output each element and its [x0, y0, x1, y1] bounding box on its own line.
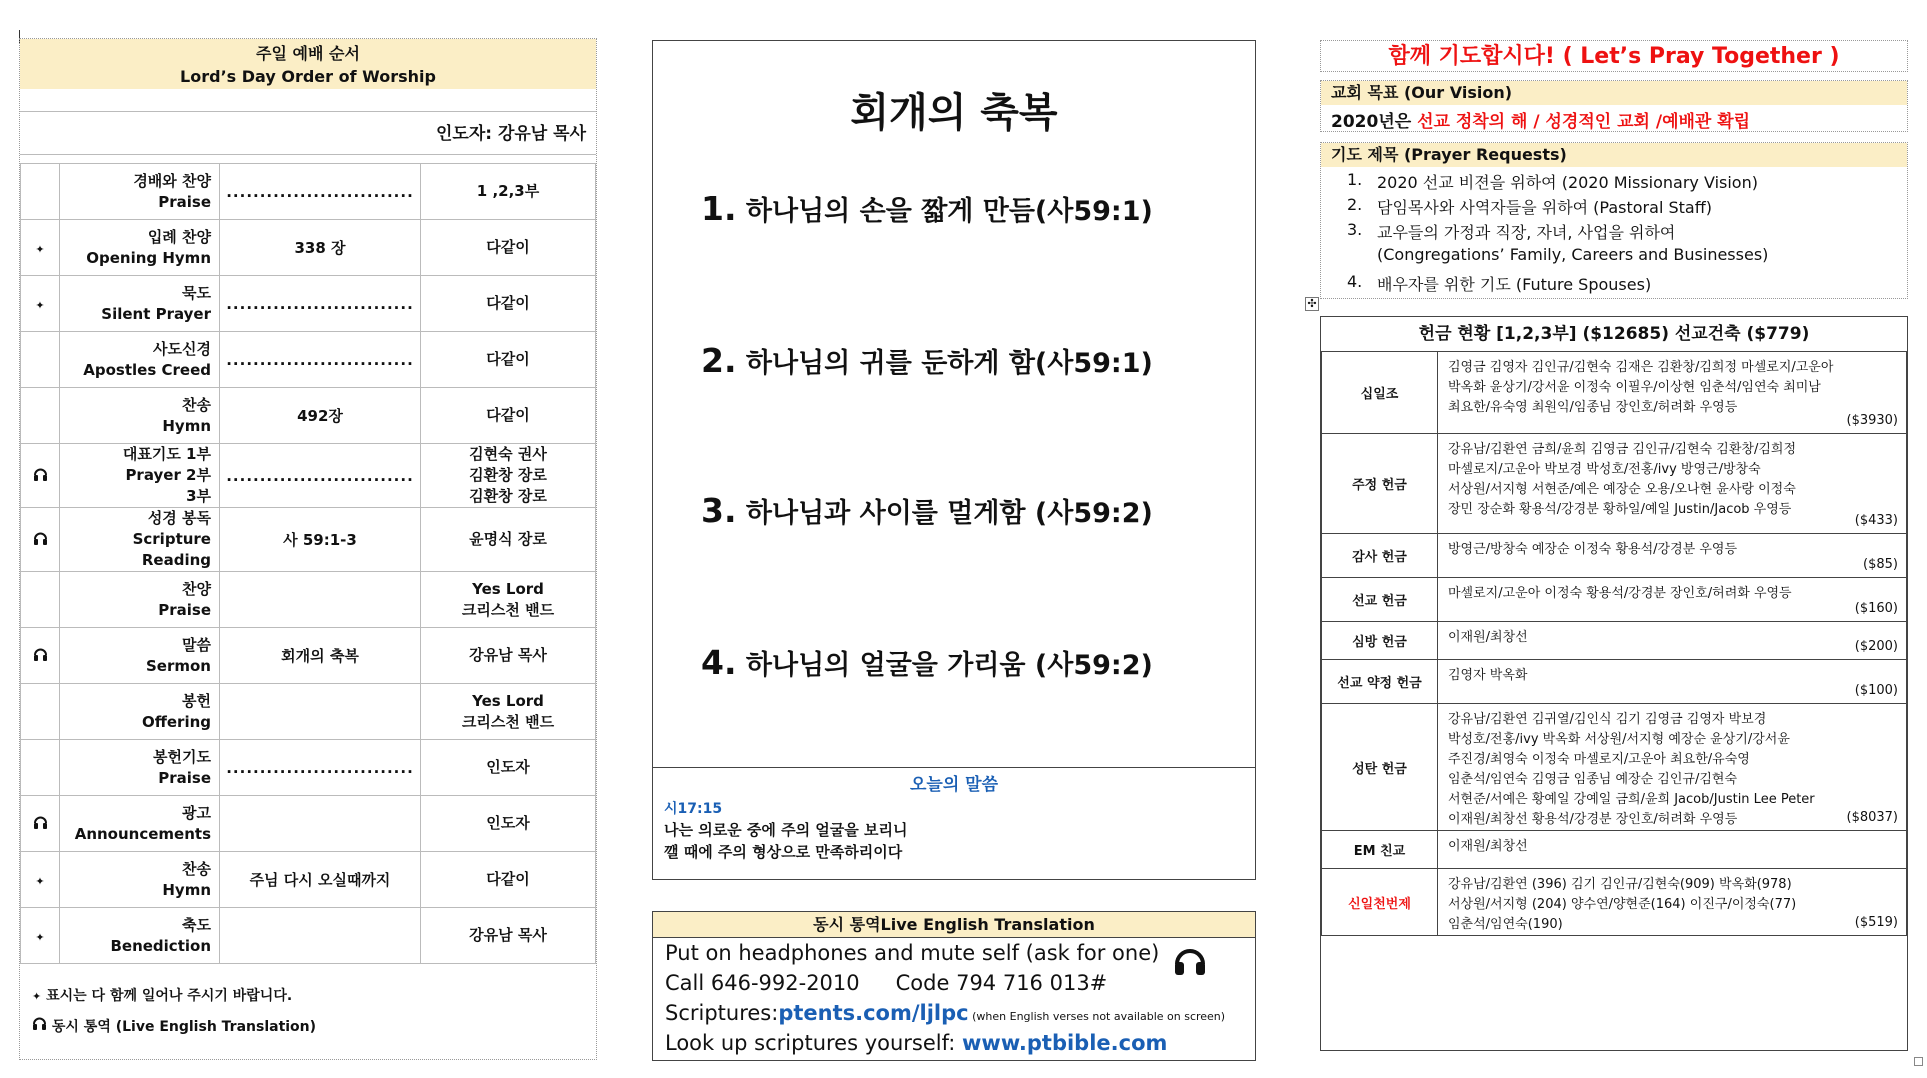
offering-row	[1322, 660, 1907, 704]
order-item-name: 입례 찬양	[147, 227, 211, 246]
order-item	[60, 908, 220, 964]
offering-amount: ($100)	[1854, 683, 1898, 698]
standing-star-icon: ✦	[32, 990, 42, 1003]
order-item-name: 묵도	[182, 283, 211, 302]
offering-row	[1322, 534, 1907, 578]
order-item-person: 강유남 목사	[469, 646, 547, 664]
standing-star-icon: ✦	[35, 242, 45, 256]
order-item-person: 김현숙 권사	[469, 445, 547, 463]
offering-names-line: 최요한/유숙영 최원익/임종님 장인호/허려화 우영등	[1448, 400, 1738, 415]
todays-verse-reference: 시17:15	[664, 801, 723, 817]
order-item-name: 봉헌	[182, 691, 211, 710]
prayer-item: 1. 2020 선교 비젼을 위하여 (2020 Missionary Vision)	[1347, 170, 1758, 192]
order-item-leader	[421, 332, 596, 388]
order-item-leader	[421, 796, 596, 852]
order-mark	[21, 164, 60, 220]
order-item-person: 크리스천 밴드	[461, 600, 555, 619]
order-item-person: 다같이	[486, 870, 530, 888]
offering-category: 선교 약정 헌금	[1322, 660, 1438, 704]
translation-line-4: Look up scriptures yourself: www.ptbible.com	[665, 1031, 1168, 1055]
order-mark	[21, 628, 60, 684]
order-item-name: 말씀	[182, 635, 211, 654]
translation-header: 동시 통역Live English Translation	[653, 912, 1255, 938]
order-item-name: Opening Hymn	[86, 248, 211, 267]
standing-star-icon: ✦	[35, 874, 45, 888]
order-mark	[21, 332, 60, 388]
order-item-name: Benediction	[110, 936, 211, 955]
scriptures-link[interactable]: ptents.com/ljlpc	[778, 1001, 969, 1025]
offering-amount: ($85)	[1863, 557, 1898, 572]
offering-names	[1438, 434, 1907, 534]
order-item-leader	[421, 276, 596, 332]
offering-category: 감사 헌금	[1322, 534, 1438, 578]
offering-names	[1438, 869, 1907, 936]
offering-names-line: 이재원/최창선 황용석/강경분 장인호/허려화 우영등	[1448, 812, 1738, 827]
order-mark	[21, 444, 60, 508]
offering-names-line: 김영자 박옥화	[1448, 668, 1528, 683]
order-item-name: Apostles Creed	[83, 360, 211, 379]
order-table	[20, 163, 596, 964]
order-item-person: 다같이	[486, 238, 530, 256]
offering-names-line: 이재원/최창선	[1448, 839, 1528, 854]
order-row	[21, 684, 596, 740]
offering-row	[1322, 831, 1907, 869]
order-item	[60, 332, 220, 388]
order-item-leader	[421, 740, 596, 796]
offering-names	[1438, 622, 1907, 660]
order-item-name: Scripture Reading	[132, 530, 211, 569]
order-mark	[21, 388, 60, 444]
order-item-person: 인도자	[486, 814, 530, 832]
resize-handle[interactable]	[1914, 1057, 1923, 1066]
order-item	[60, 164, 220, 220]
pray-together-title: 함께 기도합시다! ( Let’s Pray Together )	[1320, 40, 1908, 72]
order-item-person: 윤명식 장로	[469, 530, 547, 548]
offering-amount: ($3930)	[1846, 413, 1898, 428]
order-item	[60, 572, 220, 628]
sermon-point: 4. 하나님의 얼굴을 가리움 (사59:2)	[701, 643, 1153, 682]
order-item	[60, 796, 220, 852]
order-item-leader	[421, 444, 596, 508]
order-mark	[21, 740, 60, 796]
order-item-name: 성경 봉독	[147, 509, 211, 527]
order-item	[60, 276, 220, 332]
vision-text: 2020년은 선교 정착의 해 / 성경적인 교회 /예배관 확립	[1331, 112, 1751, 132]
order-item-name: Offering	[141, 712, 211, 731]
order-item-name: 찬송	[182, 395, 211, 414]
order-item-detail: ............................	[220, 332, 421, 388]
order-item-detail: 사 59:1-3	[220, 508, 421, 572]
order-item-leader	[421, 164, 596, 220]
offering-names-line: 서상원/서지형 서현준/예은 예장순 오용/오나현 윤사랑 이정숙	[1448, 482, 1796, 497]
order-item-detail: 주님 다시 오실때까지	[220, 852, 421, 908]
prayer-item: 2. 담임목사와 사역자들을 위하여 (Pastoral Staff)	[1347, 195, 1712, 217]
translation-box	[652, 911, 1256, 1061]
offering-category: 선교 헌금	[1322, 578, 1438, 622]
order-item-detail: ............................	[220, 740, 421, 796]
offering-names	[1438, 534, 1907, 578]
offering-names-line: 강유남/김환연 김귀열/김인식 김기 김영금 김영자 박보경	[1448, 712, 1767, 727]
offering-names-line: 임춘석/임연숙 김영금 임종님 예장순 김인규/김현숙	[1448, 772, 1738, 787]
order-item	[60, 220, 220, 276]
order-mark	[21, 220, 60, 276]
offering-category: EM 친교	[1322, 831, 1438, 869]
order-item-name: 3부	[186, 487, 211, 505]
order-item-person: 크리스천 밴드	[461, 712, 555, 731]
order-item	[60, 444, 220, 508]
order-item-name: Prayer 2부	[125, 466, 211, 484]
stand-note: ✦ 표시는 다 함께 일어나 주시기 바랍니다.	[32, 988, 293, 1004]
order-item	[60, 852, 220, 908]
order-item-leader	[421, 508, 596, 572]
order-row	[21, 628, 596, 684]
order-header-korean: 주일 예배 순서	[256, 44, 360, 63]
offering-names-line: 방영근/방창숙 예장순 이정숙 황용석/강경분 우영등	[1448, 542, 1738, 557]
order-item-leader	[421, 388, 596, 444]
order-item-detail: ............................	[220, 276, 421, 332]
offering-names-line: 강유남/김환연 금희/윤희 김영금 김인규/김현숙 김환창/김희정	[1448, 442, 1796, 457]
order-item-detail: 492장	[220, 388, 421, 444]
order-item-name: 찬송	[182, 859, 211, 878]
translation-line-3: Scriptures:ptents.com/ljlpc (when English verses not available on screen)	[665, 1001, 1226, 1025]
order-item	[60, 628, 220, 684]
todays-verse-title: 오늘의 말씀	[909, 775, 999, 795]
order-item-leader	[421, 220, 596, 276]
order-item-name: 경배와 찬양	[133, 171, 211, 190]
offering-names	[1438, 578, 1907, 622]
offering-names-line: 이재원/최창선	[1448, 630, 1528, 645]
offering-names-line: 박성호/전홍/ivy 박옥화 서상원/서지형 예장순 윤상기/강서윤	[1448, 732, 1790, 747]
order-item-name: Praise	[158, 600, 211, 619]
order-item-person: 김환창 장로	[469, 487, 547, 505]
offering-names-line: 박옥화 윤상기/강서윤 이정숙 이필우/이상현 임춘석/임연숙 최미남	[1448, 380, 1821, 395]
order-item-person: 다같이	[486, 294, 530, 312]
order-item-name: Sermon	[146, 656, 211, 675]
offering-names-line: 강유남/김환연 (396) 김기 김인규/김현숙(909) 박옥화(978)	[1448, 877, 1792, 892]
order-item-detail: 338 장	[220, 220, 421, 276]
order-mark	[21, 508, 60, 572]
offering-amount: ($200)	[1854, 639, 1898, 654]
sermon-point: 3. 하나님과 사이를 멀게함 (사59:2)	[701, 491, 1153, 530]
order-item-name: 찬양	[182, 579, 211, 598]
order-item-detail: ............................	[220, 444, 421, 508]
offering-names-line: 임춘석/임연숙(190)	[1448, 917, 1563, 932]
translation-line-1: Put on headphones and mute self (ask for one)	[665, 941, 1160, 965]
order-row	[21, 740, 596, 796]
ptbible-link[interactable]: www.ptbible.com	[962, 1031, 1168, 1055]
offering-names	[1438, 704, 1907, 831]
offering-names-line: 서현준/서예은 황예일 강예일 금희/윤희 Jacob/Justin Lee Peter	[1448, 792, 1815, 807]
order-row	[21, 908, 596, 964]
order-row	[21, 508, 596, 572]
headphones-icon	[33, 466, 48, 482]
headphones-icon	[33, 646, 48, 662]
order-mark	[21, 684, 60, 740]
order-item-person: 인도자	[486, 758, 530, 776]
order-item-name: Praise	[158, 768, 211, 787]
move-handle-icon[interactable]: ✣	[1305, 297, 1319, 311]
order-of-worship-panel	[19, 38, 597, 1060]
order-mark	[21, 852, 60, 908]
order-mark	[21, 276, 60, 332]
offering-names-line: 주진경/최영숙 이정숙 마셀로지/고운아 최요한/유숙영	[1448, 752, 1750, 767]
offering-names-line: 마셀로지/고운아 박보경 박성호/전홍/ivy 방영근/방창숙	[1448, 462, 1761, 477]
order-item-name: 사도신경	[153, 339, 211, 358]
order-mark	[21, 908, 60, 964]
vision-header: 교회 목표 (Our Vision)	[1321, 81, 1907, 105]
leader-line: 인도자: 강유남 목사	[20, 111, 596, 155]
offering-names-line: 마셀로지/고운아 이정숙 황용석/강경분 장인호/허려화 우영등	[1448, 586, 1792, 601]
order-item	[60, 508, 220, 572]
sermon-title: 회개의 축복	[850, 90, 1058, 136]
order-item	[60, 740, 220, 796]
order-item-name: Hymn	[162, 880, 211, 899]
order-item-leader	[421, 572, 596, 628]
offering-table	[1321, 351, 1907, 936]
order-item-leader	[421, 908, 596, 964]
offering-row	[1322, 869, 1907, 936]
offering-names	[1438, 352, 1907, 434]
sermon-panel	[652, 40, 1256, 880]
order-row	[21, 796, 596, 852]
order-row	[21, 332, 596, 388]
offering-row	[1322, 622, 1907, 660]
order-mark	[21, 796, 60, 852]
offering-names-line: 서상원/서지형 (204) 양수연/양현준(164) 이진구/이정숙(77)	[1448, 897, 1797, 912]
standing-star-icon: ✦	[35, 298, 45, 312]
prayer-item: 4. 배우자를 위한 기도 (Future Spouses)	[1347, 272, 1652, 294]
translation-note: 동시 통역 (Live English Translation)	[32, 1015, 316, 1036]
order-item-person: 다같이	[486, 406, 530, 424]
order-item-name: 봉헌기도	[153, 747, 211, 766]
headphones-icon	[32, 1015, 47, 1031]
offering-names	[1438, 660, 1907, 704]
order-item-name: 광고	[182, 803, 211, 822]
order-item-person: 1 ,2,3부	[476, 182, 540, 200]
order-item-person: 강유남 목사	[469, 926, 547, 944]
order-item-leader	[421, 628, 596, 684]
prayer-item: (Congregations’ Family, Careers and Businesses)	[1377, 245, 1769, 264]
order-item-name: Silent Prayer	[101, 304, 211, 323]
todays-verse-line: 깰 때에 주의 형상으로 만족하리이다	[664, 843, 903, 861]
order-row	[21, 388, 596, 444]
order-row	[21, 572, 596, 628]
offering-row	[1322, 434, 1907, 534]
order-item-person: 다같이	[486, 350, 530, 368]
offering-category: 심방 헌금	[1322, 622, 1438, 660]
sermon-point: 2. 하나님의 귀를 둔하게 함(사59:1)	[701, 341, 1153, 380]
offering-amount: ($433)	[1854, 513, 1898, 528]
order-item-detail: ............................	[220, 164, 421, 220]
offering-amount: ($160)	[1854, 601, 1898, 616]
offering-category: 성탄 헌금	[1322, 704, 1438, 831]
order-mark	[21, 572, 60, 628]
order-header	[20, 39, 596, 89]
headphones-icon	[33, 530, 48, 546]
order-item-detail	[220, 572, 421, 628]
prayer-header: 기도 제목 (Prayer Requests)	[1321, 143, 1907, 167]
order-item-detail	[220, 908, 421, 964]
order-item-detail	[220, 796, 421, 852]
offering-amount: ($519)	[1854, 915, 1898, 930]
order-item-name: 축도	[182, 915, 211, 934]
order-item-person: 김환창 장로	[469, 466, 547, 484]
order-item-person: Yes Lord	[472, 579, 544, 598]
prayer-item: 3. 교우들의 가정과 직장, 자녀, 사업을 위하여	[1347, 220, 1676, 242]
offering-row	[1322, 352, 1907, 434]
offering-row	[1322, 704, 1907, 831]
order-item-name: 대표기도 1부	[122, 445, 211, 463]
order-row	[21, 276, 596, 332]
order-item-leader	[421, 852, 596, 908]
order-row	[21, 164, 596, 220]
offering-category: 신일천번제	[1322, 869, 1438, 936]
order-item-name: Announcements	[74, 824, 211, 843]
order-item-name: Praise	[158, 192, 211, 211]
offering-names-line: 장민 장순화 황용석/강경분 황하일/예일 Justin/Jacob 우영등	[1448, 502, 1792, 517]
order-item-person: Yes Lord	[472, 691, 544, 710]
offering-category: 십일조	[1322, 352, 1438, 434]
offering-category: 주정 헌금	[1322, 434, 1438, 534]
sermon-point: 1. 하나님의 손을 짧게 만듬(사59:1)	[701, 189, 1153, 228]
headphones-icon	[33, 814, 48, 830]
standing-star-icon: ✦	[35, 930, 45, 944]
order-header-english: Lord’s Day Order of Worship	[180, 67, 436, 86]
order-item-name: Hymn	[162, 416, 211, 435]
offering-amount: ($8037)	[1846, 810, 1898, 825]
order-item	[60, 684, 220, 740]
order-row	[21, 852, 596, 908]
vision-box	[1320, 80, 1908, 132]
offering-box	[1320, 316, 1908, 1051]
order-row	[21, 444, 596, 508]
order-item	[60, 388, 220, 444]
offering-header: 헌금 현황 [1,2,3부] ($12685) 선교건축 ($779)	[1321, 317, 1907, 352]
todays-verse-line: 나는 의로운 중에 주의 얼굴을 보리니	[664, 821, 908, 839]
order-row	[21, 220, 596, 276]
order-item-detail: 회개의 축복	[220, 628, 421, 684]
order-item-leader	[421, 684, 596, 740]
offering-names	[1438, 831, 1907, 869]
offering-row	[1322, 578, 1907, 622]
prayer-requests-box	[1320, 142, 1908, 299]
translation-line-2: Call 646-992-2010 Code 794 716 013#	[665, 971, 1108, 995]
order-item-detail	[220, 684, 421, 740]
headphones-icon	[1173, 944, 1207, 978]
offering-names-line: 김영금 김영자 김인규/김현숙 김재은 김환창/김희정 마셀로지/고운아	[1448, 360, 1834, 375]
todays-verse-box	[653, 767, 1255, 880]
